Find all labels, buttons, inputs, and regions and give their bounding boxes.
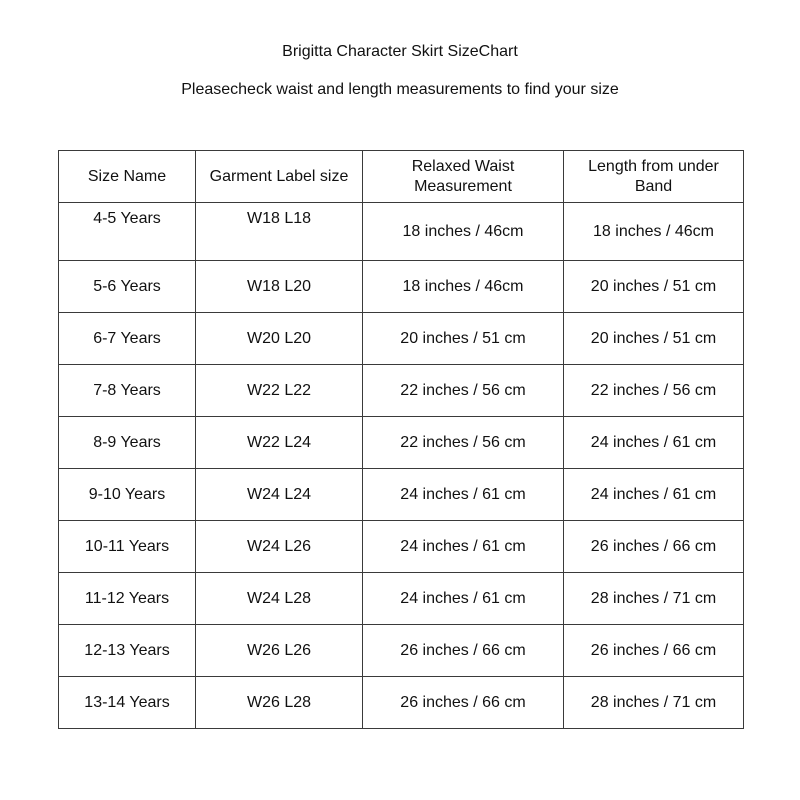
cell-garment-label: W24 L24	[196, 469, 363, 521]
cell-size-name: 4-5 Years	[59, 203, 196, 261]
cell-garment-label: W20 L20	[196, 313, 363, 365]
cell-length: 24 inches / 61 cm	[564, 469, 744, 521]
cell-length: 20 inches / 51 cm	[564, 261, 744, 313]
cell-relaxed-waist: 24 inches / 61 cm	[363, 469, 564, 521]
cell-garment-label: W26 L28	[196, 677, 363, 729]
column-header-length: Length from under Band	[564, 151, 744, 203]
table-row	[59, 365, 744, 417]
table-row	[59, 521, 744, 573]
table-row	[59, 417, 744, 469]
cell-garment-label: W22 L22	[196, 365, 363, 417]
cell-relaxed-waist: 26 inches / 66 cm	[363, 677, 564, 729]
size-chart-table	[58, 150, 744, 729]
cell-size-name: 7-8 Years	[59, 365, 196, 417]
page-subtitle: Pleasecheck waist and length measurements to find your size	[181, 81, 619, 98]
cell-size-name: 11-12 Years	[59, 573, 196, 625]
cell-garment-label: W24 L26	[196, 521, 363, 573]
cell-size-name: 6-7 Years	[59, 313, 196, 365]
column-header-size-name: Size Name	[59, 151, 196, 203]
cell-length: 26 inches / 66 cm	[564, 625, 744, 677]
cell-length: 28 inches / 71 cm	[564, 677, 744, 729]
cell-garment-label: W18 L18	[196, 203, 363, 261]
cell-relaxed-waist: 22 inches / 56 cm	[363, 417, 564, 469]
cell-garment-label: W22 L24	[196, 417, 363, 469]
cell-garment-label: W24 L28	[196, 573, 363, 625]
cell-garment-label: W26 L26	[196, 625, 363, 677]
table-row	[59, 573, 744, 625]
table-row	[59, 469, 744, 521]
table-row	[59, 625, 744, 677]
table-row	[59, 677, 744, 729]
table-header-row	[59, 151, 744, 203]
cell-size-name: 10-11 Years	[59, 521, 196, 573]
cell-size-name: 12-13 Years	[59, 625, 196, 677]
cell-length: 18 inches / 46cm	[564, 203, 744, 261]
cell-size-name: 9-10 Years	[59, 469, 196, 521]
cell-size-name: 5-6 Years	[59, 261, 196, 313]
cell-relaxed-waist: 18 inches / 46cm	[363, 261, 564, 313]
cell-length: 22 inches / 56 cm	[564, 365, 744, 417]
cell-relaxed-waist: 26 inches / 66 cm	[363, 625, 564, 677]
cell-size-name: 8-9 Years	[59, 417, 196, 469]
cell-length: 20 inches / 51 cm	[564, 313, 744, 365]
cell-relaxed-waist: 24 inches / 61 cm	[363, 521, 564, 573]
cell-length: 28 inches / 71 cm	[564, 573, 744, 625]
cell-garment-label: W18 L20	[196, 261, 363, 313]
column-header-relaxed-waist: Relaxed Waist Measurement	[363, 151, 564, 203]
table-row	[59, 261, 744, 313]
cell-relaxed-waist: 24 inches / 61 cm	[363, 573, 564, 625]
table-row	[59, 313, 744, 365]
cell-length: 26 inches / 66 cm	[564, 521, 744, 573]
cell-relaxed-waist: 22 inches / 56 cm	[363, 365, 564, 417]
cell-size-name: 13-14 Years	[59, 677, 196, 729]
page-title: Brigitta Character Skirt SizeChart	[282, 43, 518, 60]
cell-relaxed-waist: 18 inches / 46cm	[363, 203, 564, 261]
table-row	[59, 203, 744, 261]
cell-relaxed-waist: 20 inches / 51 cm	[363, 313, 564, 365]
column-header-garment-label: Garment Label size	[196, 151, 363, 203]
cell-length: 24 inches / 61 cm	[564, 417, 744, 469]
